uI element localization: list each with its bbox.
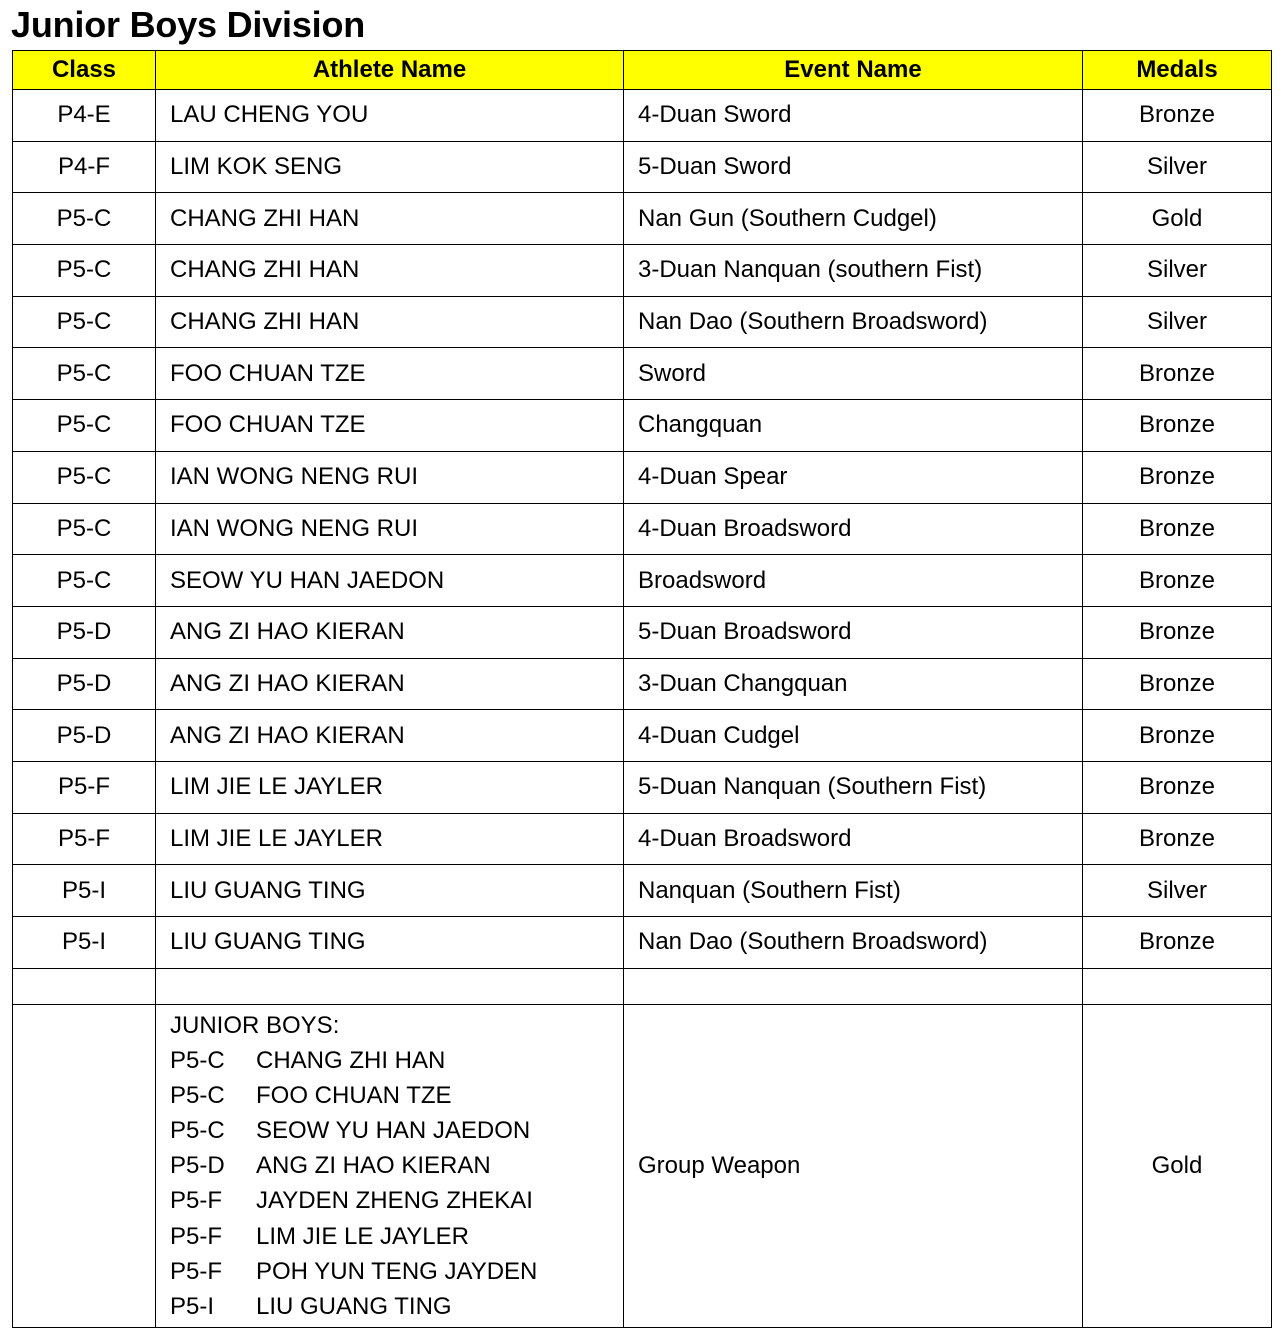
event-name-cell: 4-Duan Broadsword [624, 813, 1083, 865]
table-row [13, 193, 1272, 245]
empty-cell [13, 968, 156, 1004]
group-member [170, 1254, 623, 1289]
medal-cell: Bronze [1083, 555, 1272, 607]
group-member [170, 1078, 623, 1113]
table-body [13, 90, 1272, 1328]
event-name-cell: Nanquan (Southern Fist) [624, 865, 1083, 917]
athlete-name-cell: ANG ZI HAO KIERAN [156, 606, 624, 658]
group-member-name: SEOW YU HAN JAEDON [256, 1117, 531, 1145]
group-member [170, 1113, 623, 1148]
group-members-cell [156, 1004, 624, 1328]
results-table [12, 50, 1272, 1328]
table-row [13, 658, 1272, 710]
athlete-name-cell: ANG ZI HAO KIERAN [156, 710, 624, 762]
event-name-cell: 3-Duan Nanquan (southern Fist) [624, 245, 1083, 297]
table-row [13, 141, 1272, 193]
group-member [170, 1043, 623, 1078]
page-title: Junior Boys Division [11, 4, 366, 45]
athlete-name-cell: IAN WONG NENG RUI [156, 503, 624, 555]
event-name-cell: 4-Duan Sword [624, 90, 1083, 142]
class-cell: P5-C [13, 348, 156, 400]
class-cell: P5-C [13, 193, 156, 245]
athlete-name-cell: LAU CHENG YOU [156, 90, 624, 142]
class-cell: P5-C [13, 245, 156, 297]
group-class-cell [13, 1004, 156, 1328]
group-member-name: LIM JIE LE JAYLER [256, 1222, 469, 1250]
athlete-name-cell: CHANG ZHI HAN [156, 245, 624, 297]
medal-cell: Bronze [1083, 658, 1272, 710]
group-member-name: FOO CHUAN TZE [256, 1081, 452, 1109]
class-cell: P5-C [13, 555, 156, 607]
event-name-cell: Nan Dao (Southern Broadsword) [624, 917, 1083, 969]
class-cell: P4-E [13, 90, 156, 142]
group-member-class: P5-D [170, 1152, 225, 1180]
medal-cell: Bronze [1083, 503, 1272, 555]
event-name-cell: Broadsword [624, 555, 1083, 607]
event-name-cell: 5-Duan Sword [624, 141, 1083, 193]
medal-cell: Bronze [1083, 451, 1272, 503]
class-cell: P5-D [13, 658, 156, 710]
class-cell: P5-F [13, 813, 156, 865]
table-row [13, 555, 1272, 607]
event-name-cell: 4-Duan Broadsword [624, 503, 1083, 555]
event-name-cell: Nan Dao (Southern Broadsword) [624, 296, 1083, 348]
medal-cell: Silver [1083, 865, 1272, 917]
class-cell: P5-D [13, 710, 156, 762]
group-member [170, 1289, 623, 1324]
class-cell: P5-I [13, 865, 156, 917]
table-row [13, 296, 1272, 348]
event-name-cell: 5-Duan Broadsword [624, 606, 1083, 658]
athlete-name-cell: LIM KOK SENG [156, 141, 624, 193]
medal-cell: Bronze [1083, 761, 1272, 813]
athlete-name-cell: LIM JIE LE JAYLER [156, 761, 624, 813]
medal-cell: Silver [1083, 296, 1272, 348]
group-member-class: P5-C [170, 1081, 225, 1109]
event-name-cell: Sword [624, 348, 1083, 400]
group-member-class: P5-F [170, 1257, 223, 1285]
table-row [13, 606, 1272, 658]
group-member-name: POH YUN TENG JAYDEN [256, 1257, 538, 1285]
class-cell: P5-C [13, 503, 156, 555]
table-row [13, 90, 1272, 142]
column-header-event: Event Name [624, 51, 1083, 90]
event-name-cell: 3-Duan Changquan [624, 658, 1083, 710]
event-name-cell: 5-Duan Nanquan (Southern Fist) [624, 761, 1083, 813]
athlete-name-cell: LIM JIE LE JAYLER [156, 813, 624, 865]
empty-cell [1083, 968, 1272, 1004]
group-member [170, 1183, 623, 1218]
group-member-class: P5-I [170, 1293, 215, 1320]
class-cell: P5-C [13, 296, 156, 348]
group-member-class: P5-C [170, 1117, 225, 1145]
athlete-name-cell: CHANG ZHI HAN [156, 296, 624, 348]
medal-cell: Bronze [1083, 90, 1272, 142]
group-row [13, 1004, 1272, 1328]
athlete-name-cell: ANG ZI HAO KIERAN [156, 658, 624, 710]
table-header-row [13, 51, 1272, 90]
table-row [13, 761, 1272, 813]
medal-cell: Bronze [1083, 813, 1272, 865]
athlete-name-cell: LIU GUANG TING [156, 865, 624, 917]
event-name-cell: 4-Duan Cudgel [624, 710, 1083, 762]
column-header-athlete: Athlete Name [156, 51, 624, 90]
medal-cell: Bronze [1083, 348, 1272, 400]
group-medal-cell: Gold [1083, 1004, 1272, 1328]
event-name-cell: Changquan [624, 400, 1083, 452]
table-row [13, 400, 1272, 452]
table-row [13, 917, 1272, 969]
medal-cell: Bronze [1083, 400, 1272, 452]
athlete-name-cell: LIU GUANG TING [156, 917, 624, 969]
medal-cell: Bronze [1083, 606, 1272, 658]
group-member-name: JAYDEN ZHENG ZHEKAI [256, 1187, 533, 1215]
class-cell: P5-D [13, 606, 156, 658]
athlete-name-cell: IAN WONG NENG RUI [156, 451, 624, 503]
table-row [13, 348, 1272, 400]
class-cell: P5-I [13, 917, 156, 969]
class-cell: P5-C [13, 400, 156, 452]
group-member-class: P5-C [170, 1046, 225, 1074]
table-row [13, 245, 1272, 297]
table-row [13, 451, 1272, 503]
class-cell: P4-F [13, 141, 156, 193]
event-name-cell: 4-Duan Spear [624, 451, 1083, 503]
medal-cell: Bronze [1083, 710, 1272, 762]
table-row [13, 710, 1272, 762]
table-row [13, 813, 1272, 865]
column-header-class: Class [13, 51, 156, 90]
group-member [170, 1148, 623, 1183]
group-member [170, 1219, 623, 1254]
group-event-cell: Group Weapon [624, 1004, 1083, 1328]
table-row [13, 503, 1272, 555]
empty-row [13, 968, 1272, 1004]
athlete-name-cell: FOO CHUAN TZE [156, 400, 624, 452]
group-member-class: P5-F [170, 1222, 223, 1250]
medal-cell: Silver [1083, 141, 1272, 193]
group-member-class: P5-F [170, 1187, 223, 1215]
athlete-name-cell: SEOW YU HAN JAEDON [156, 555, 624, 607]
event-name-cell: Nan Gun (Southern Cudgel) [624, 193, 1083, 245]
group-member-name: LIU GUANG TING [256, 1293, 452, 1320]
medal-cell: Bronze [1083, 917, 1272, 969]
class-cell: P5-F [13, 761, 156, 813]
empty-cell [156, 968, 624, 1004]
empty-cell [624, 968, 1083, 1004]
table-row [13, 865, 1272, 917]
group-member-name: CHANG ZHI HAN [256, 1046, 446, 1074]
column-header-medal: Medals [1083, 51, 1272, 90]
medal-cell: Gold [1083, 193, 1272, 245]
athlete-name-cell: FOO CHUAN TZE [156, 348, 624, 400]
group-member-name: ANG ZI HAO KIERAN [256, 1152, 491, 1180]
athlete-name-cell: CHANG ZHI HAN [156, 193, 624, 245]
medal-cell: Silver [1083, 245, 1272, 297]
class-cell: P5-C [13, 451, 156, 503]
group-title: JUNIOR BOYS: [170, 1011, 340, 1039]
